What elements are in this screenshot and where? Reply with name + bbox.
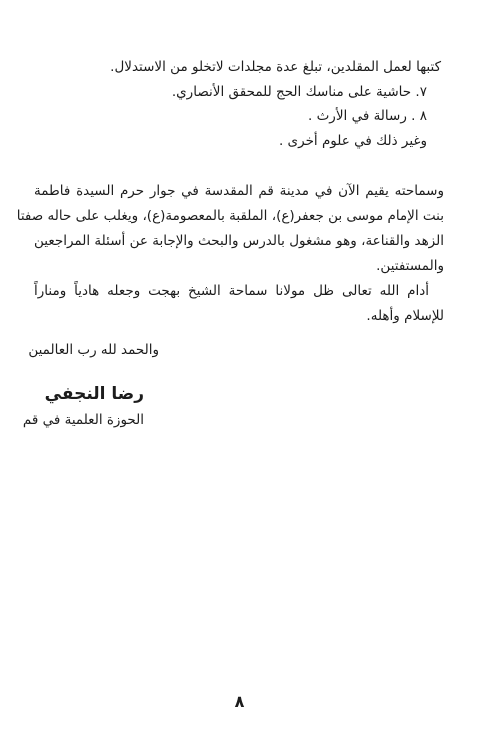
list-item: وغير ذلك في علوم أخرى . [278, 133, 427, 149]
signature-affiliation: الحوزة العلمية في قم [22, 412, 144, 428]
signature-name: رضا النجفي [44, 384, 144, 404]
closing-line: والحمد لله رب العالمين [28, 342, 159, 358]
body-line: للإسلام وأهله. [366, 308, 444, 324]
body-line: والمستفتين. [376, 258, 444, 274]
body-line: وسماحته يقيم الآن في مدينة قم المقدسة في جوار حرم السيدة فاطمة [34, 183, 444, 199]
body-line: بنت الإمام موسى بن جعفر(ع)، الملقبة بالمعصومة(ع)، ويغلب على حاله صفتا [16, 208, 444, 224]
list-continuation: كتبها لعمل المقلدين، تبلغ عدة مجلدات لاتخلو من الاستدلال. [110, 59, 441, 75]
list-item: ٧. حاشية على مناسك الحج للمحقق الأنصاري. [171, 84, 427, 100]
list-item: ٨ . رسالة في الأرث . [308, 108, 427, 124]
page-number: ٨ [234, 692, 245, 711]
body-line: أدام الله تعالى ظل مولانا سماحة الشيخ بهجت وجعله هادياً ومناراً [34, 283, 429, 299]
body-line: الزهد والقناعة، وهو مشغول بالدرس والبحث والإجابة عن أسئلة المراجعين [34, 233, 444, 249]
